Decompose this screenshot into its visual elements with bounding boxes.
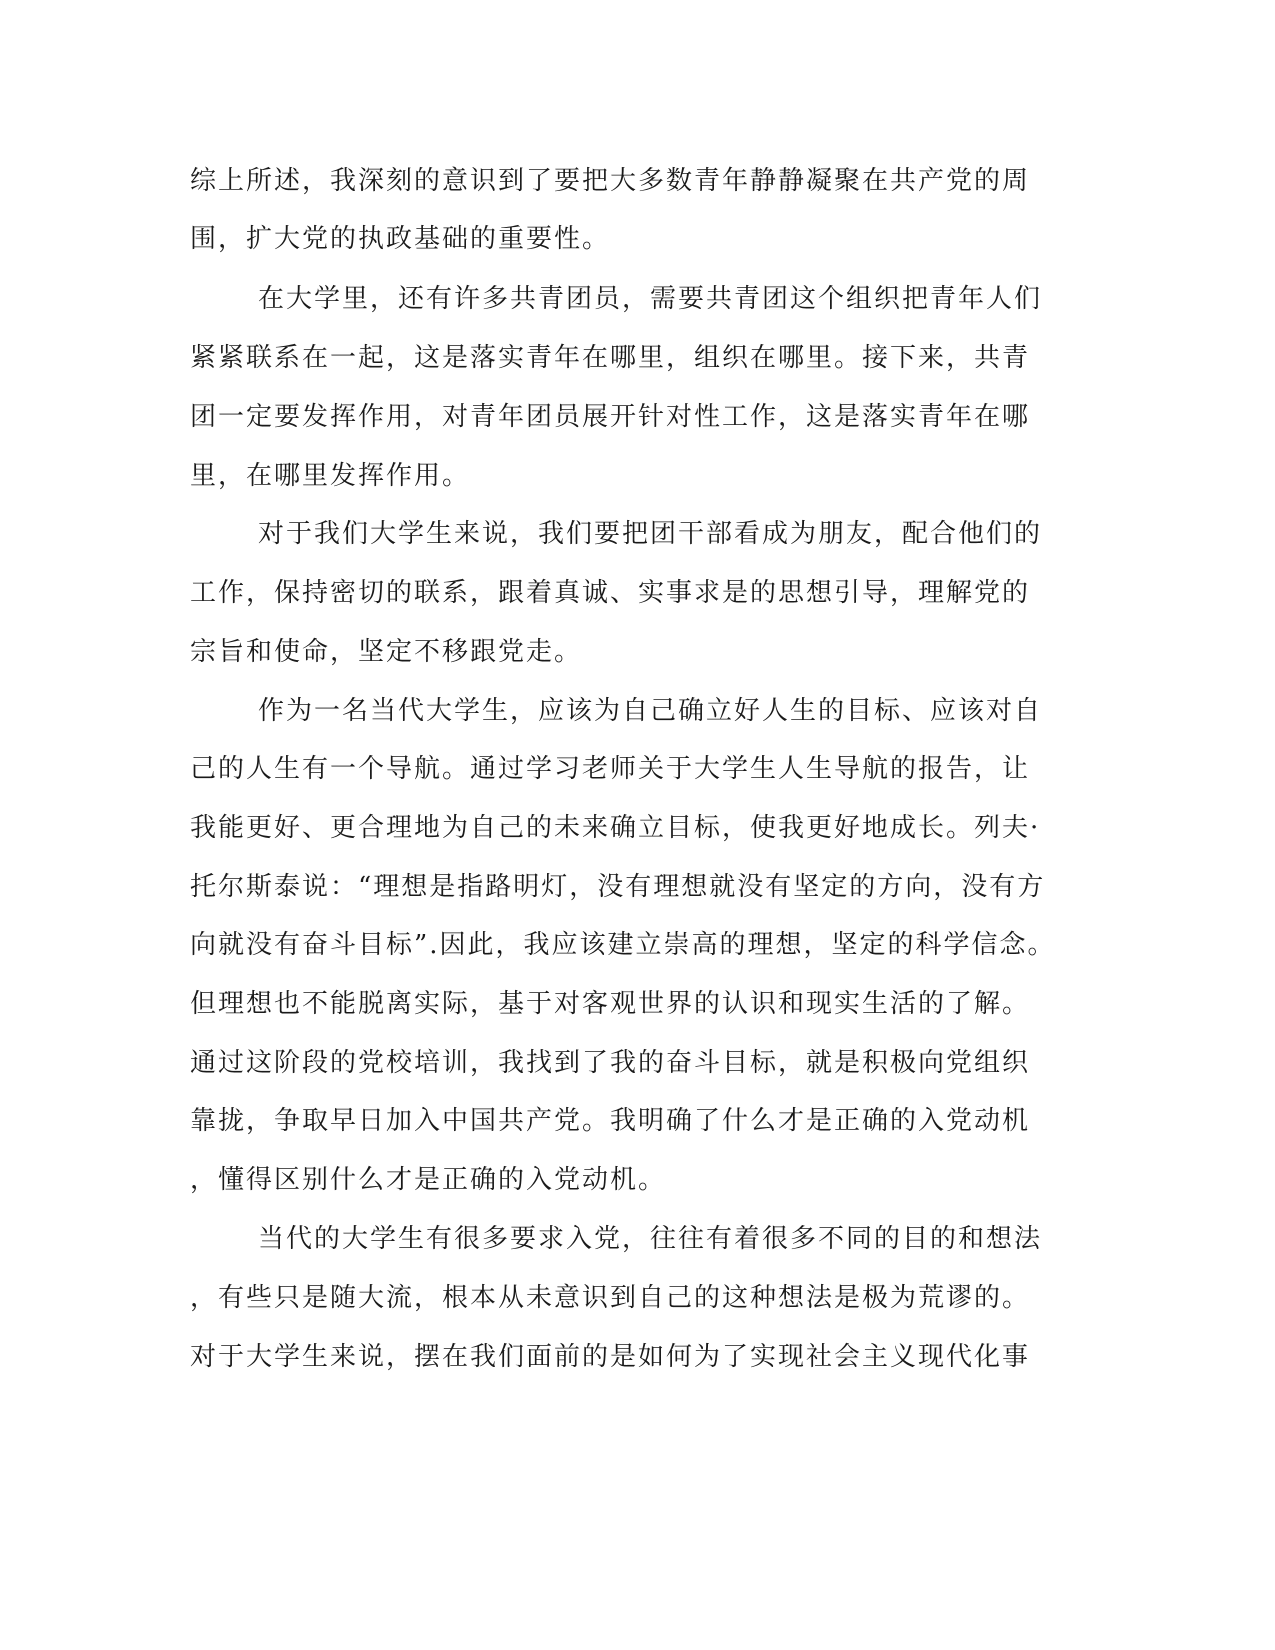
text-line: 托尔斯泰说：“理想是指路明灯，没有理想就没有坚定的方向，没有方 [190, 872, 1046, 902]
paragraph-first-line: 对于我们大学生来说，我们要把团干部看成为朋友，配合他们的 [258, 519, 1043, 549]
text-line: 我能更好、更合理地为自己的未来确立目标，使我更好地成长。列夫· [190, 813, 1041, 843]
text-line: ，有些只是随大流，根本从未意识到自己的这种想法是极为荒谬的。 [190, 1283, 1031, 1313]
paragraph-first-line: 当代的大学生有很多要求入党，往往有着很多不同的目的和想法 [258, 1224, 1043, 1254]
text-line: 通过这阶段的党校培训，我找到了我的奋斗目标，就是积极向党组织 [190, 1048, 1031, 1078]
paragraph-first-line: 在大学里，还有许多共青团员，需要共青团这个组织把青年人们 [258, 284, 1043, 314]
text-line: 但理想也不能脱离实际，基于对客观世界的认识和现实生活的了解。 [190, 989, 1031, 1019]
text-line: 工作，保持密切的联系，跟着真诚、实事求是的思想引导，理解党的 [190, 578, 1031, 608]
text-line: 己的人生有一个导航。通过学习老师关于大学生人生导航的报告，让 [190, 754, 1031, 784]
text-line: 宗旨和使命，坚定不移跟党走。 [190, 637, 583, 667]
text-line: 团一定要发挥作用，对青年团员展开针对性工作，这是落实青年在哪 [190, 402, 1031, 432]
text-line: 向就没有奋斗目标”.因此，我应该建立崇高的理想，坚定的科学信念。 [190, 930, 1056, 960]
text-line: 靠拢，争取早日加入中国共产党。我明确了什么才是正确的入党动机 [190, 1106, 1031, 1136]
text-line: 对于大学生来说，摆在我们面前的是如何为了实现社会主义现代化事 [190, 1342, 1031, 1372]
text-line: 围，扩大党的执政基础的重要性。 [190, 224, 611, 254]
paragraph-first-line: 作为一名当代大学生，应该为自己确立好人生的目标、应该对自 [258, 696, 1043, 726]
text-line: 综上所述，我深刻的意识到了要把大多数青年静静凝聚在共产党的周 [190, 166, 1031, 196]
text-line: 里，在哪里发挥作用。 [190, 461, 471, 491]
text-line: 紧紧联系在一起，这是落实青年在哪里，组织在哪里。接下来，共青 [190, 343, 1031, 373]
text-line: ，懂得区别什么才是正确的入党动机。 [190, 1165, 667, 1195]
